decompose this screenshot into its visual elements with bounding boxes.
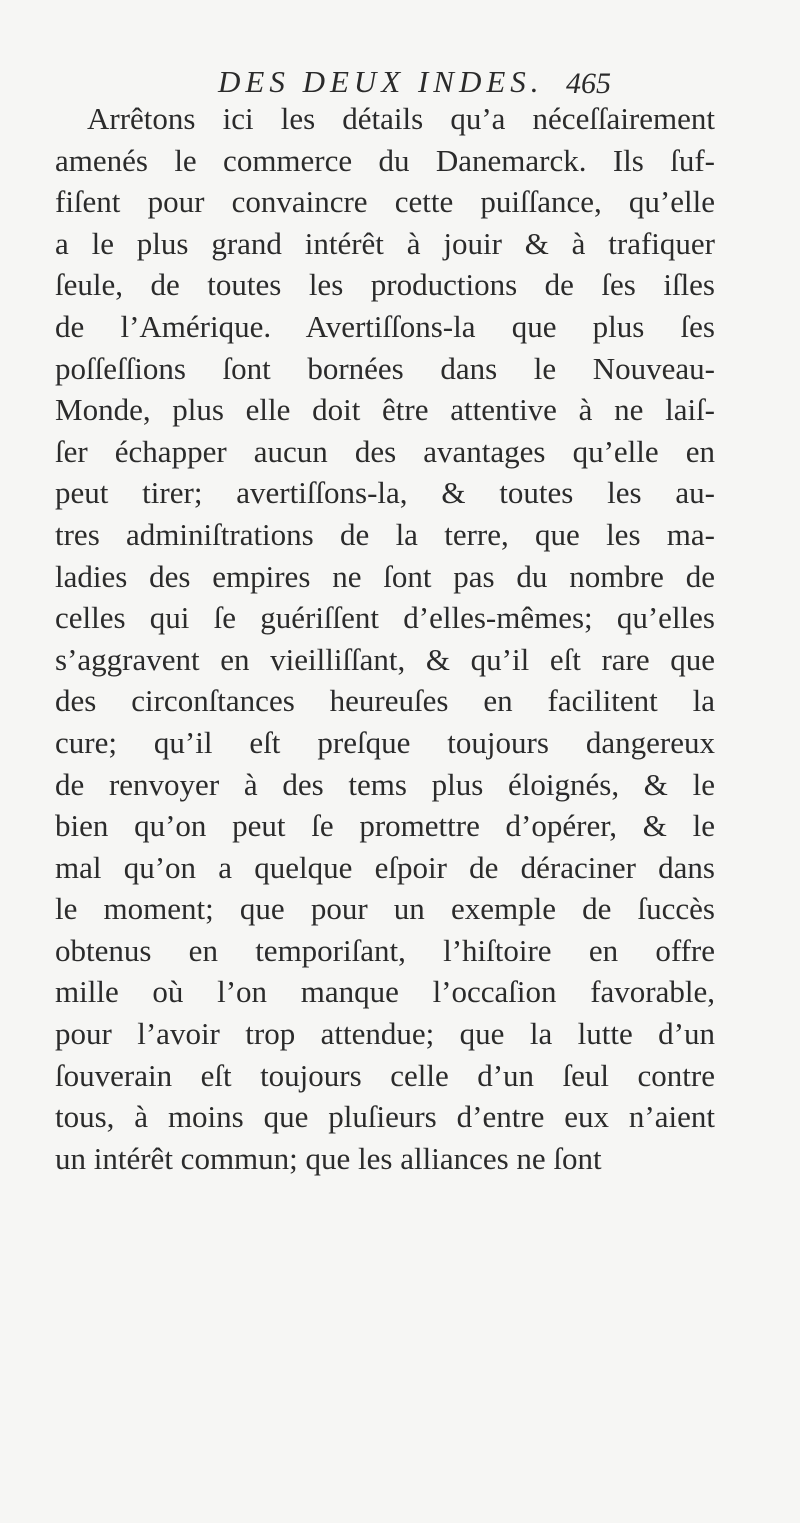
text-line: tous, à moins que pluſieurs d’entre eux n’aient bbox=[55, 1099, 715, 1135]
body-text bbox=[55, 98, 715, 1179]
text-line: ſeule, de toutes les productions de ſes iſles bbox=[55, 267, 715, 303]
page-header bbox=[0, 62, 800, 102]
text-line: Monde, plus elle doit être attentive à ne laiſ- bbox=[55, 392, 715, 428]
text-line: ladies des empires ne ſont pas du nombre de bbox=[55, 558, 715, 594]
text-line: cure; qu’il eſt preſque toujours dangereux bbox=[55, 724, 715, 760]
running-title: DES DEUX INDES. bbox=[218, 64, 544, 99]
text-line: bien qu’on peut ſe promettre d’opérer, & le bbox=[55, 808, 715, 844]
text-line: mal qu’on a quelque eſpoir de déraciner dans bbox=[55, 849, 715, 885]
text-line: s’aggravent en vieilliſſant, & qu’il eſt rare que bbox=[55, 641, 715, 677]
text-line: tres adminiſtrations de la terre, que les ma- bbox=[55, 516, 715, 552]
text-line: de l’Amérique. Avertiſſons-la que plus ſes bbox=[55, 308, 715, 344]
text-line: pour l’avoir trop attendue; que la lutte d’un bbox=[55, 1016, 715, 1052]
text-line: celles qui ſe guériſſent d’elles-mêmes; qu’elles bbox=[55, 600, 715, 636]
text-line: Arrêtons ici les détails qu’a néceſſairement bbox=[87, 101, 715, 136]
text-line: ſouverain eſt toujours celle d’un ſeul contre bbox=[55, 1057, 715, 1093]
text-line: des circonſtances heureuſes en facilitent la bbox=[55, 683, 715, 719]
text-line: peut tirer; avertiſſons-la, & toutes les au- bbox=[55, 475, 715, 511]
text-line: amenés le commerce du Danemarck. Ils ſuf- bbox=[55, 142, 715, 178]
text-line: le moment; que pour un exemple de ſuccès bbox=[55, 891, 715, 927]
text-line: poſſeſſions ſont bornées dans le Nouveau- bbox=[55, 350, 715, 386]
text-line: a le plus grand intérêt à jouir & à trafiquer bbox=[55, 225, 715, 261]
text-line: obtenus en temporiſant, l’hiſtoire en offre bbox=[55, 932, 715, 968]
text-line: de renvoyer à des tems plus éloignés, & le bbox=[55, 766, 715, 802]
text-line: fiſent pour convaincre cette puiſſance, qu’elle bbox=[55, 184, 715, 220]
page-number: 465 bbox=[566, 67, 611, 100]
text-line: mille où l’on manque l’occaſion favorable, bbox=[55, 974, 715, 1010]
text-line: ſer échapper aucun des avantages qu’elle en bbox=[55, 433, 715, 469]
text-line: un intérêt commun; que les alliances ne ſont bbox=[55, 1140, 602, 1176]
